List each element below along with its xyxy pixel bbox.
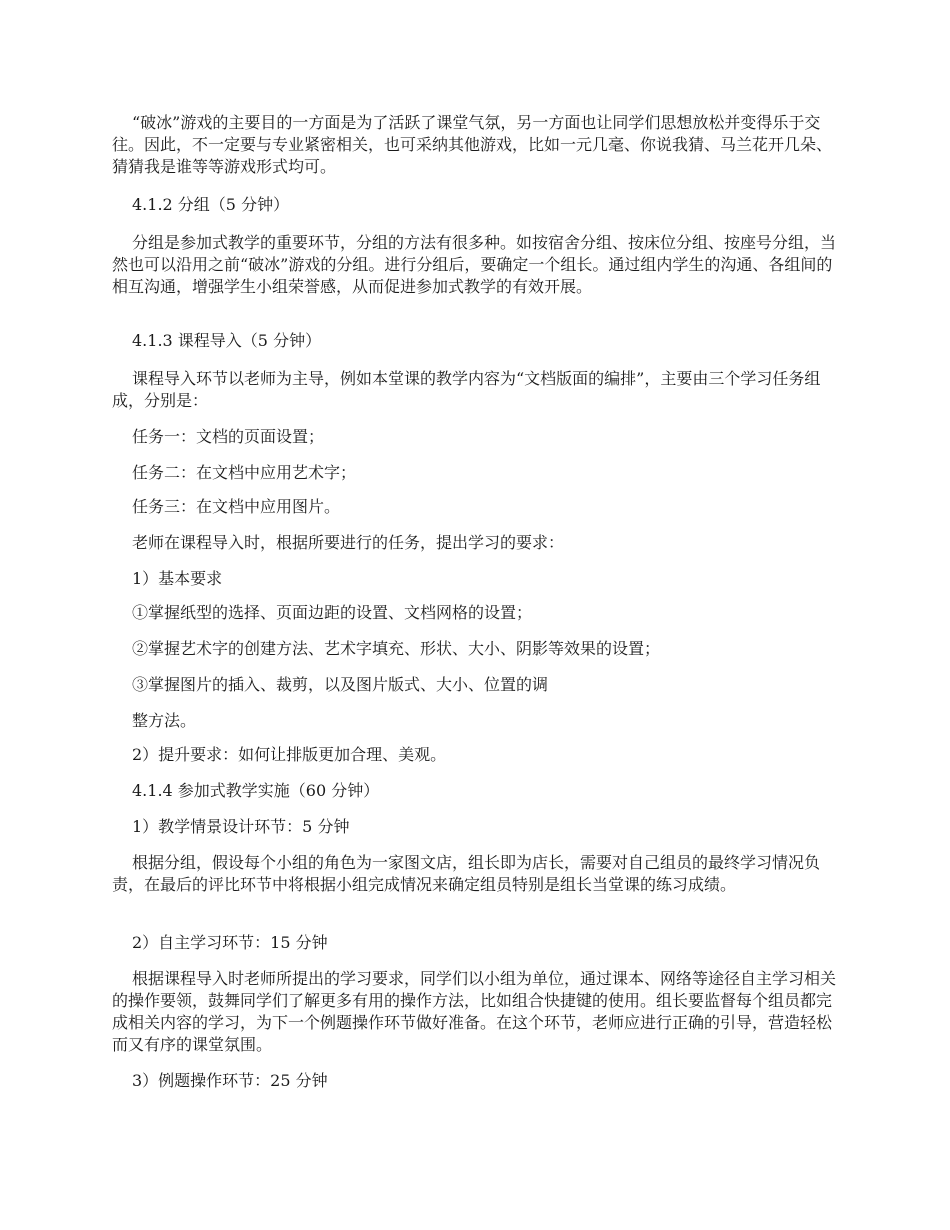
subheading-example-practice: 3）例题操作环节：25 分钟 (132, 1071, 328, 1090)
subheading-basic-requirements: 1）基本要求 (132, 569, 223, 588)
heading-4-1-3: 4.1.3 课程导入（5 分钟） (132, 331, 322, 350)
heading-4-1-2: 4.1.2 分组（5 分钟） (132, 195, 290, 214)
list-item-task-1: 任务一：文档的页面设置； (132, 427, 325, 446)
paragraph-scenario-design: 根据分组，假设每个小组的角色为一家图文店，组长即为店长，需要对自己组员的最终学习情况负责，在最后的评比环节中将根据小组完成情况来确定组员特别是组长当堂课的练习成绩。 (112, 853, 821, 894)
subheading-self-study: 2）自主学习环节：15 分钟 (132, 933, 328, 952)
list-item-task-3: 任务三：在文档中应用图片。 (132, 497, 341, 516)
list-item-requirement-3-continued: 整方法。 (132, 711, 197, 730)
subheading-scenario-design: 1）教学情景设计环节：5 分钟 (132, 817, 350, 836)
list-item-requirement-2: ②掌握艺术字的创建方法、艺术字填充、形状、大小、阴影等效果的设置； (132, 639, 661, 658)
paragraph-icebreaker: “破冰”游戏的主要目的一方面是为了活跃了课堂气氛，另一方面也让同学们思想放松并变得乐于交往。因此，不一定要与专业紧密相关，也可采纳其他游戏，比如一元几毫、你说我猜、马兰花开几朵、猜猜我是谁等等游戏形式均可。 (112, 113, 833, 176)
paragraph-requirements-intro: 老师在课程导入时，根据所要进行的任务，提出学习的要求： (132, 533, 565, 552)
list-item-task-2: 任务二：在文档中应用艺术字； (132, 463, 357, 482)
paragraph-self-study: 根据课程导入时老师所提出的学习要求，同学们以小组为单位，通过课本、网络等途径自主学习相关的操作要领，鼓舞同学们了解更多有用的操作方法，比如组合快捷键的使用。组长要监督每个组员都完成相关内容的学习，为下一个例题操作环节做好准备。在这个环节，老师应进行正确的引导，营造轻松而又有序的课堂氛围。 (112, 969, 837, 1054)
subheading-advanced-requirements: 2）提升要求：如何让排版更加合理、美观。 (132, 745, 447, 764)
list-item-requirement-1: ①掌握纸型的选择、页面边距的设置、文档网格的设置； (132, 603, 533, 622)
list-item-requirement-3: ③掌握图片的插入、裁剪，以及图片版式、大小、位置的调 (132, 675, 549, 694)
paragraph-course-intro: 课程导入环节以老师为主导，例如本堂课的教学内容为“文档版面的编排”，主要由三个学习任务组成，分别是： (112, 369, 821, 410)
heading-4-1-4: 4.1.4 参加式教学实施（60 分钟） (132, 781, 380, 800)
paragraph-grouping: 分组是参加式教学的重要环节，分组的方法有很多种。如按宿舍分组、按床位分组、按座号分组，当然也可以沿用之前“破冰”游戏的分组。进行分组后，要确定一个组长。通过组内学生的沟通、各组间的相互沟通，增强学生小组荣誉感，从而促进参加式教学的有效开展。 (112, 233, 837, 296)
